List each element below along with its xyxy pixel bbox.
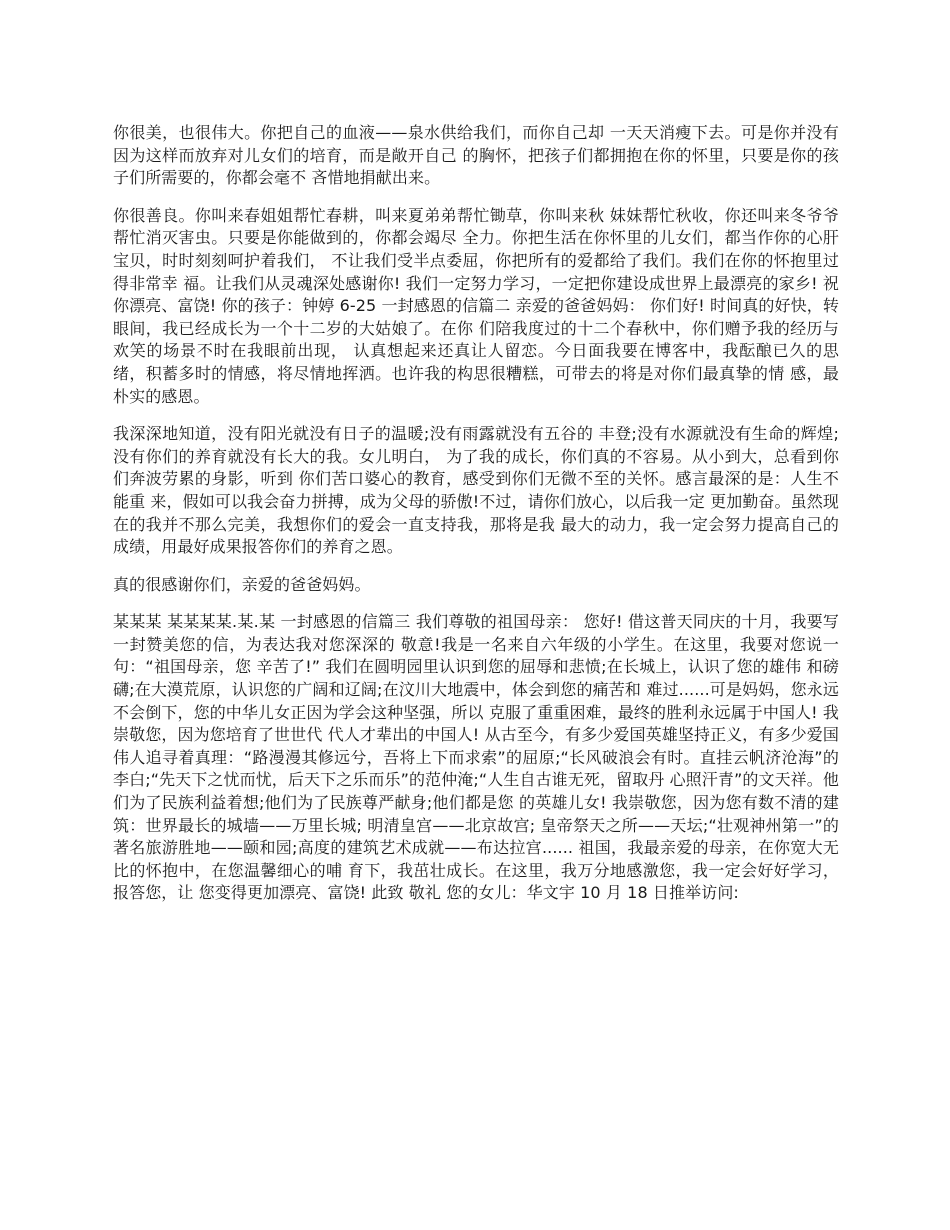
paragraph-5: 某某某 某某某某.某.某 一封感恩的信篇三 我们尊敬的祖国母亲： 您好! 借这普天同庆的十月，我要写一封赞美您的信，为表达我对您深深的 敬意!我是一名来自六年级的小学生。在这里，我要对您说一句：“祖国母亲，您 辛苦了!” 我们在圆明园里认识到您的屈辱和悲愤;在长城上，认识了您的雄伟 和磅礴;在大漠荒原，认识您的广阔和辽阔;在汶川大地震中，体会到您的痛苦和 难过......可是妈妈，您永远不会倒下，您的中华儿女正因为学会这种坚强，所以 克服了重重困难，最终的胜利永远属于中国人! 我崇敬您，因为您培育了世世代 代人才辈出的中国人! 从古至今，有多少爱国英雄坚持正义，有多少爱国伟人追寻着真理：“路漫漫其修远兮，吾将上下而求索”的屈原;“长风破浪会有时。直挂云帆济沧海”的李白;“先天下之忧而忧，后天下之乐而乐”的范仲淹;“人生自古谁无死，留取丹 心照汗青”的文天祥。他们为了民族利益着想;他们为了民族尊严献身;他们都是您 的英雄儿女! 我崇敬您，因为您有数不清的建筑：世界最长的城墙——万里长城; 明清皇宫——北京故宫; 皇帝祭天之所——天坛;“壮观神州第一”的著名旅游胜地——颐和园;高度的建筑艺术成就——布达拉宫...... 祖国，我最亲爱的母亲，在你宽大无比的怀抱中，在您温馨细心的哺 育下，我茁壮成长。在这里，我万分地感激您，我一定会好好学习，报答您，让 您变得更加漂亮、富饶! 此致 敬礼 您的女儿：华文宇 10 月 18 日推举访问: bbox=[113, 612, 839, 903]
paragraph-1: 你很美，也很伟大。你把自己的血液——泉水供给我们，而你自己却 一天天消瘦下去。可是你并没有因为这样而放弃对儿女们的培育，而是敞开自己 的胸怀，把孩子们都拥抱在你的怀里，只要是你的孩子们所需要的，你都会毫不 吝惜地捐献出来。 bbox=[113, 123, 839, 188]
document-body bbox=[113, 122, 839, 920]
paragraph-4: 真的很感谢你们，亲爱的爸爸妈妈。 bbox=[113, 574, 371, 594]
paragraph-3: 我深深地知道，没有阳光就没有日子的温暖;没有雨露就没有五谷的 丰登;没有水源就没有生命的辉煌;没有你们的养育就没有长大的我。女儿明白， 为了我的成长，你们真的不容易。从小到大，总看到你们奔波劳累的身影，听到 你们苦口婆心的教育，感受到你们无微不至的关怀。感言最深的是：人生不能重 来，假如可以我会奋力拼搏，成为父母的骄傲!不过，请你们放心，以后我一定 更加勤奋。虽然现在的我并不那么完美，我想你们的爱会一直支持我，那将是我 最大的动力，我一定会努力提高自己的成绩，用最好成果报答你们的养育之恩。 bbox=[113, 424, 839, 557]
paragraph-2: 你很善良。你叫来春姐姐帮忙春耕，叫来夏弟弟帮忙锄草，你叫来秋 妹妹帮忙秋收，你还叫来冬爷爷帮忙消灭害虫。只要是你能做到的，你都会竭尽 全力。你把生活在你怀里的儿女们，都当作你的心肝宝贝，时时刻刻呵护着我们， 不让我们受半点委屈，你把所有的爱都给了我们。我们在你的怀抱里过得非常幸 福。让我们从灵魂深处感谢你! 我们一定努力学习，一定把你建设成世界上最漂亮的家乡! 祝你漂亮、富饶! 你的孩子：钟婷 6-25 一封感恩的信篇二 亲爱的爸爸妈妈： 你们好! 时间真的好快，转眼间，我已经成长为一个十二岁的大姑娘了。在你 们陪我度过的十二个春秋中，你们赠予我的经历与欢笑的场景不时在我眼前出现， 认真想起来还真让人留恋。今日面我要在博客中，我酝酿已久的思绪，积蓄多时的情感，将尽情地挥洒。也许我的构思很糟糕，可带去的将是对你们最真挚的情 感，最朴实的感恩。 bbox=[113, 205, 839, 406]
